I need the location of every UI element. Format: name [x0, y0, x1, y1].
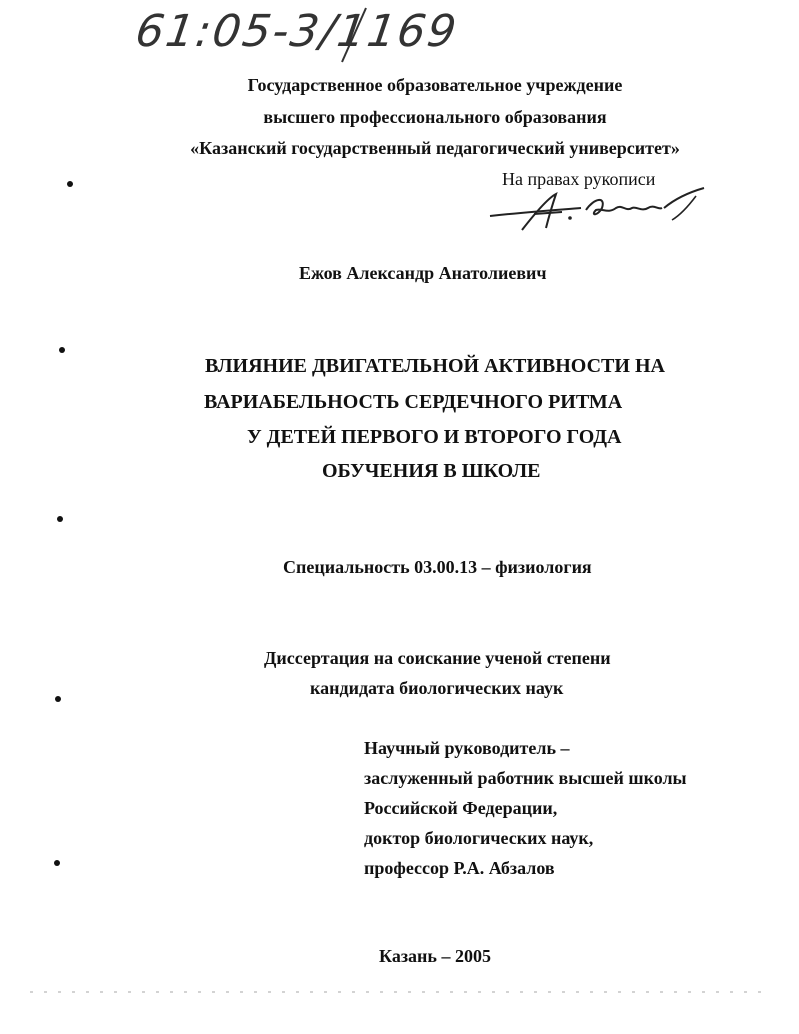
author-name: Ежов Александр Анатолиевич: [299, 263, 547, 283]
specialty: Специальность 03.00.13 – физиология: [283, 557, 592, 577]
institution-line-3: «Казанский государственный педагогический университет»: [190, 138, 680, 158]
supervisor-line-2: заслуженный работник высшей школы: [364, 768, 687, 788]
supervisor-line-3: Российской Федерации,: [364, 798, 558, 818]
signature: [486, 186, 716, 238]
thesis-title-line-4: ОБУЧЕНИЯ В ШКОЛЕ: [322, 460, 541, 482]
binding-hole-mark: [59, 347, 65, 353]
stamp-number: 61:05-3/1169: [132, 6, 462, 57]
institution-line-1: Государственное образовательное учреждение: [247, 75, 623, 95]
place-and-year: Казань – 2005: [379, 946, 491, 966]
stamp-underline: [128, 4, 488, 66]
supervisor-line-1: Научный руководитель –: [364, 738, 570, 758]
thesis-title-line-2: ВАРИАБЕЛЬНОСТЬ СЕРДЕЧНОГО РИТМА: [204, 391, 623, 413]
signature-drawing: [486, 186, 716, 238]
supervisor-line-5: профессор Р.А. Абзалов: [364, 858, 555, 878]
supervisor-line-4: доктор биологических наук,: [364, 828, 594, 848]
degree-line-1: Диссертация на соискание ученой степени: [264, 648, 611, 668]
binding-hole-mark: [67, 181, 73, 187]
thesis-title-line-1: ВЛИЯНИЕ ДВИГАТЕЛЬНОЙ АКТИВНОСТИ НА: [205, 355, 665, 377]
scan-noise-line: [30, 991, 770, 993]
binding-hole-mark: [57, 516, 63, 522]
binding-hole-mark: [55, 696, 61, 702]
binding-hole-mark: [54, 860, 60, 866]
thesis-title-line-3: У ДЕТЕЙ ПЕРВОГО И ВТОРОГО ГОДА: [247, 426, 622, 448]
degree-line-2: кандидата биологических наук: [310, 678, 564, 698]
institution-line-2: высшего профессионального образования: [263, 107, 607, 127]
handwritten-archive-stamp: [128, 4, 488, 66]
manuscript-rights-label: На правах рукописи: [502, 169, 656, 189]
